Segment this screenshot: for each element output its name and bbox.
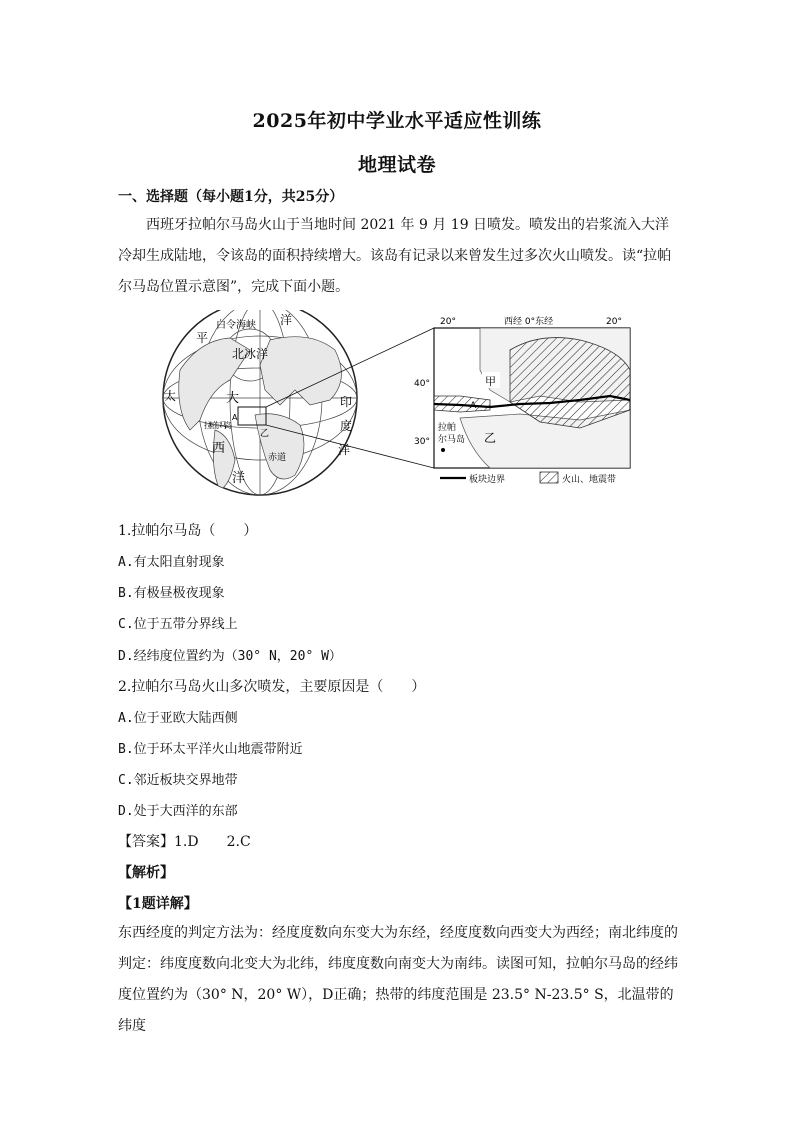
question-2-option-a: A.位于亚欧大陆西侧	[118, 711, 238, 726]
question-2-stem: 2.拉帕尔马岛火山多次喷发，主要原因是（ ）	[118, 679, 426, 695]
label-pacific-1: 洋	[280, 313, 293, 327]
la-palma-dot	[441, 448, 445, 452]
answer-line: 【答案】1.D 2.C	[118, 834, 251, 850]
question-1-stem: 1.拉帕尔马岛（ ）	[118, 523, 258, 539]
detail-heading: 【1题详解】	[118, 896, 198, 912]
inset-lat-40: 40°	[414, 379, 430, 389]
label-atlantic-3: 洋	[232, 471, 246, 486]
question-2-option-b: B.位于环太平洋火山地震带附近	[118, 742, 303, 757]
label-globe-la-palma: 拉帕尔马岛	[204, 421, 232, 430]
inset-map	[414, 315, 630, 468]
inset-label-jia: 甲	[485, 375, 496, 388]
question-1-option-d: D.经纬度位置约为（30° N，20° W）	[118, 649, 342, 664]
map-legend	[440, 472, 616, 485]
label-atlantic-2: 西	[212, 441, 226, 456]
inset-la-palma-1: 拉帕	[438, 423, 457, 433]
la-palma-location-figure	[160, 310, 640, 514]
label-pacific-3: 太	[164, 389, 177, 403]
inset-label-yi: 乙	[484, 431, 497, 445]
label-indian-3: 洋	[338, 443, 351, 457]
question-2-option-d: D.处于大西洋的东部	[118, 804, 238, 819]
inset-lon-left: 20°	[440, 317, 456, 327]
section-heading: 一、选择题（每小题1分，共25分）	[118, 189, 344, 205]
legend-hatch-swatch	[540, 472, 558, 483]
page-subtitle: 地理试卷	[357, 154, 436, 176]
label-indian-2: 度	[340, 419, 353, 433]
question-1-option-b: B.有极昼极夜现象	[118, 586, 225, 601]
page-title: 2025年初中学业水平适应性训练	[252, 110, 542, 132]
label-arctic: 北冰洋	[232, 347, 269, 361]
question-1-option-a: A.有太阳直射现象	[118, 555, 225, 570]
inset-point-a: A	[470, 401, 477, 411]
analysis-heading: 【解析】	[118, 865, 174, 881]
label-bering-strait: 白令海峡	[216, 320, 256, 331]
question-2-option-c: C.邻近板块交界地带	[118, 773, 238, 788]
label-equator: 赤道	[268, 453, 287, 463]
label-indian-1: 印	[340, 395, 353, 409]
legend-plate-label: 板块边界	[469, 475, 506, 485]
label-atlantic-1: 大	[226, 391, 240, 406]
inset-lon-right: 20°	[606, 317, 622, 327]
inset-lat-30: 30°	[414, 437, 430, 447]
legend-volcano-label: 火山、地震带	[562, 475, 617, 485]
globe	[163, 310, 357, 495]
inset-la-palma-2: 尔马岛	[438, 435, 466, 445]
question-1-option-c: C.位于五带分界线上	[118, 617, 238, 632]
inset-lon-center: 西经 0°东经	[504, 317, 554, 327]
location-map-svg	[160, 310, 640, 510]
label-globe-point-b: 乙	[260, 429, 270, 439]
label-globe-point-a: A	[232, 413, 238, 422]
label-pacific-2: 平	[196, 331, 209, 345]
detail-paragraph: 东西经度的判定方法为：经度度数向东变大为东经，经度度数向西变大为西经；南北纬度的判定：纬度度数向北变大为北纬，纬度度数向南变大为南纬。读图可知，拉帕尔马岛的经纬度位置约为（30° N，20° W），D正确；热带的纬度范围是 23.5° N-23.5° S，北温带的纬度	[118, 925, 678, 1034]
intro-paragraph: 西班牙拉帕尔马岛火山于当地时间 2021 年 9 月 19 日喷发。喷发出的岩浆流入大洋冷却生成陆地，令该岛的面积持续增大。该岛有记录以来曾发生过多次火山喷发。读“拉帕尔马岛位置示意图”，完成下面小题。	[118, 217, 672, 295]
